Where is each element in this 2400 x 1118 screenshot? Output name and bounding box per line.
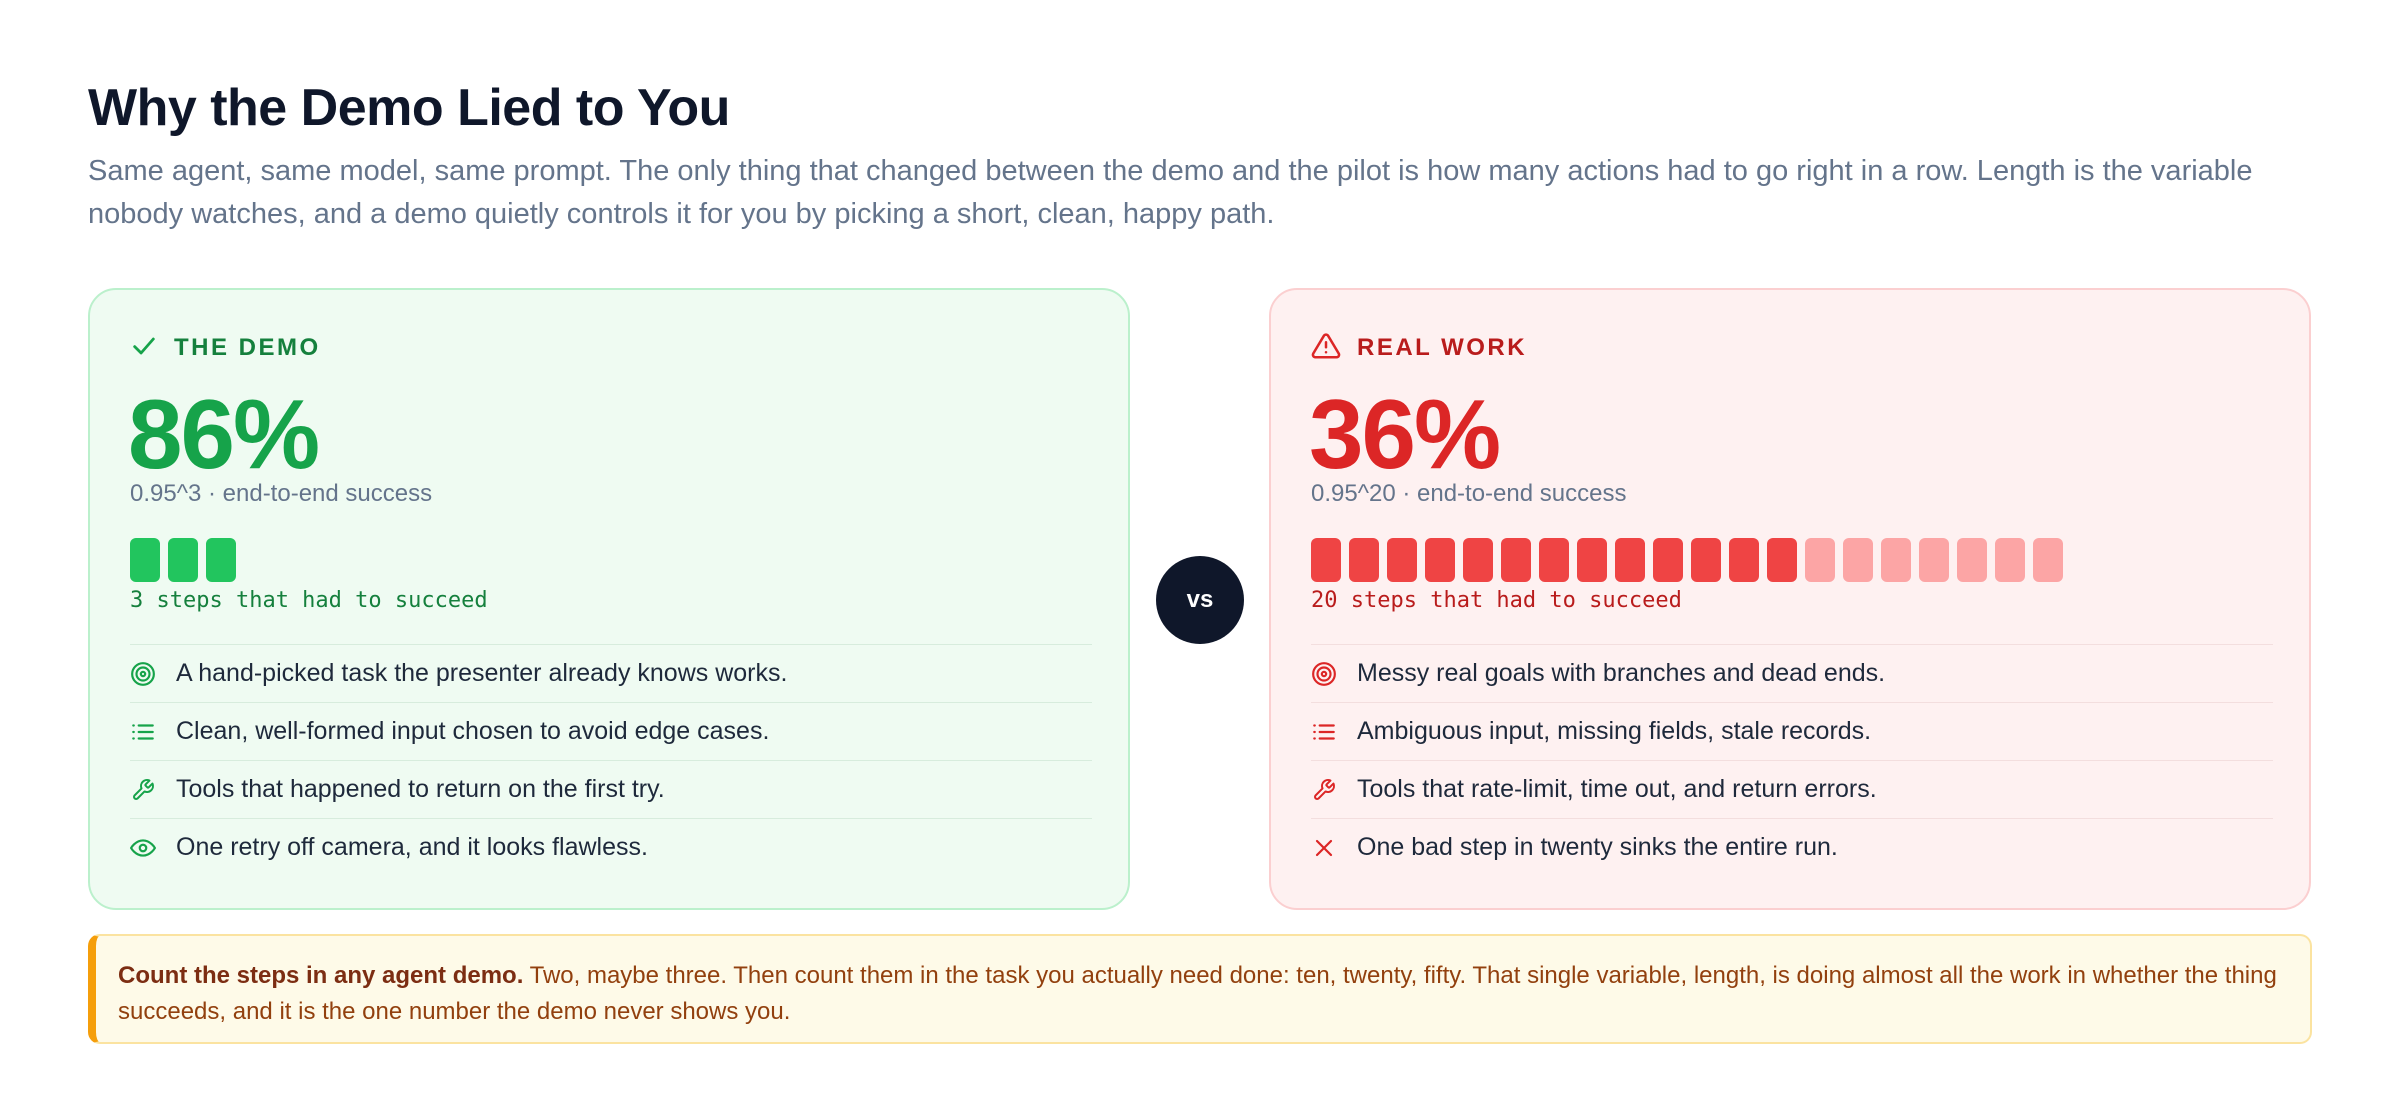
list-item-text: One bad step in twenty sinks the entire run. [1357, 833, 1838, 861]
list-item [130, 818, 1092, 876]
step-success [1653, 538, 1683, 582]
list-item [1311, 645, 2273, 702]
step-success [1615, 538, 1645, 582]
list-item [1311, 760, 2273, 818]
list-item [130, 702, 1092, 760]
list-item-text: A hand-picked task the presenter already knows works. [176, 659, 788, 687]
step-success [1577, 538, 1607, 582]
eye-icon [130, 835, 156, 861]
step-success [1425, 538, 1455, 582]
demo-formula: 0.95^3 · end-to-end success [130, 480, 433, 507]
step-success [1729, 538, 1759, 582]
target-icon [1311, 661, 1337, 687]
demo-steps-bar [130, 538, 236, 582]
list-item [1311, 702, 2273, 760]
real-success-percent: 36% [1309, 379, 1500, 489]
step-success [130, 538, 160, 582]
step-pending [2033, 538, 2063, 582]
step-success [168, 538, 198, 582]
step-pending [1881, 538, 1911, 582]
step-success [206, 538, 236, 582]
step-success [1767, 538, 1797, 582]
callout-text: Two, maybe three. Then count them in the task you actually need done: ten, twenty, fifty. That single variable, length, is doing almost all the work in whether the thing succeeds, and it is the one number the demo never shows you. [118, 962, 2277, 1025]
page-subtitle: Same agent, same model, same prompt. The only thing that changed between the demo and the pilot is how many actions had to go right in a row. Length is the variable nobody watches, and a demo quietly controls it for you by picking a short, clean, happy path. [88, 155, 2253, 230]
real-steps-bar [1311, 538, 2063, 582]
check-icon [130, 332, 158, 365]
real-card-header [1311, 330, 1527, 366]
list-item-text: Ambiguous input, missing fields, stale records. [1357, 717, 1872, 745]
list-item [130, 645, 1092, 702]
step-pending [1843, 538, 1873, 582]
demo-success-percent: 86% [128, 379, 319, 489]
list-item-text: Clean, well-formed input chosen to avoid edge cases. [176, 717, 770, 745]
real-item-list [1311, 644, 2273, 876]
step-success [1539, 538, 1569, 582]
real-work-card [1269, 288, 2311, 910]
step-success [1387, 538, 1417, 582]
list-icon [1311, 719, 1337, 745]
x-icon [1311, 835, 1337, 861]
list-item-text: Messy real goals with branches and dead ends. [1357, 659, 1886, 687]
step-pending [1919, 538, 1949, 582]
demo-steps-note: 3 steps that had to succeed [130, 588, 488, 613]
step-pending [1995, 538, 2025, 582]
wrench-icon [130, 777, 156, 803]
wrench-icon [1311, 777, 1337, 803]
step-success [1349, 538, 1379, 582]
list-item-text: One retry off camera, and it looks flawless. [176, 833, 648, 861]
target-icon [130, 661, 156, 687]
real-formula: 0.95^20 · end-to-end success [1311, 480, 1627, 507]
step-pending [1805, 538, 1835, 582]
step-success [1691, 538, 1721, 582]
step-success [1501, 538, 1531, 582]
step-success [1463, 538, 1493, 582]
list-icon [130, 719, 156, 745]
list-item [1311, 818, 2273, 876]
real-steps-note: 20 steps that had to succeed [1311, 588, 1682, 613]
takeaway-callout [88, 934, 2312, 1044]
demo-item-list [130, 644, 1092, 876]
callout-lead: Count the steps in any agent demo. [118, 962, 524, 989]
list-item-text: Tools that happened to return on the first try. [176, 775, 665, 803]
demo-card-header [130, 330, 321, 366]
vs-badge: vs [1156, 556, 1244, 644]
step-pending [1957, 538, 1987, 582]
page-title: Why the Demo Lied to You [88, 79, 730, 137]
real-card-label: REAL WORK [1357, 334, 1528, 361]
list-item-text: Tools that rate-limit, time out, and return errors. [1357, 775, 1877, 803]
demo-card-label: THE DEMO [174, 334, 321, 361]
warning-icon [1311, 331, 1341, 366]
demo-card [88, 288, 1130, 910]
list-item [130, 760, 1092, 818]
step-success [1311, 538, 1341, 582]
